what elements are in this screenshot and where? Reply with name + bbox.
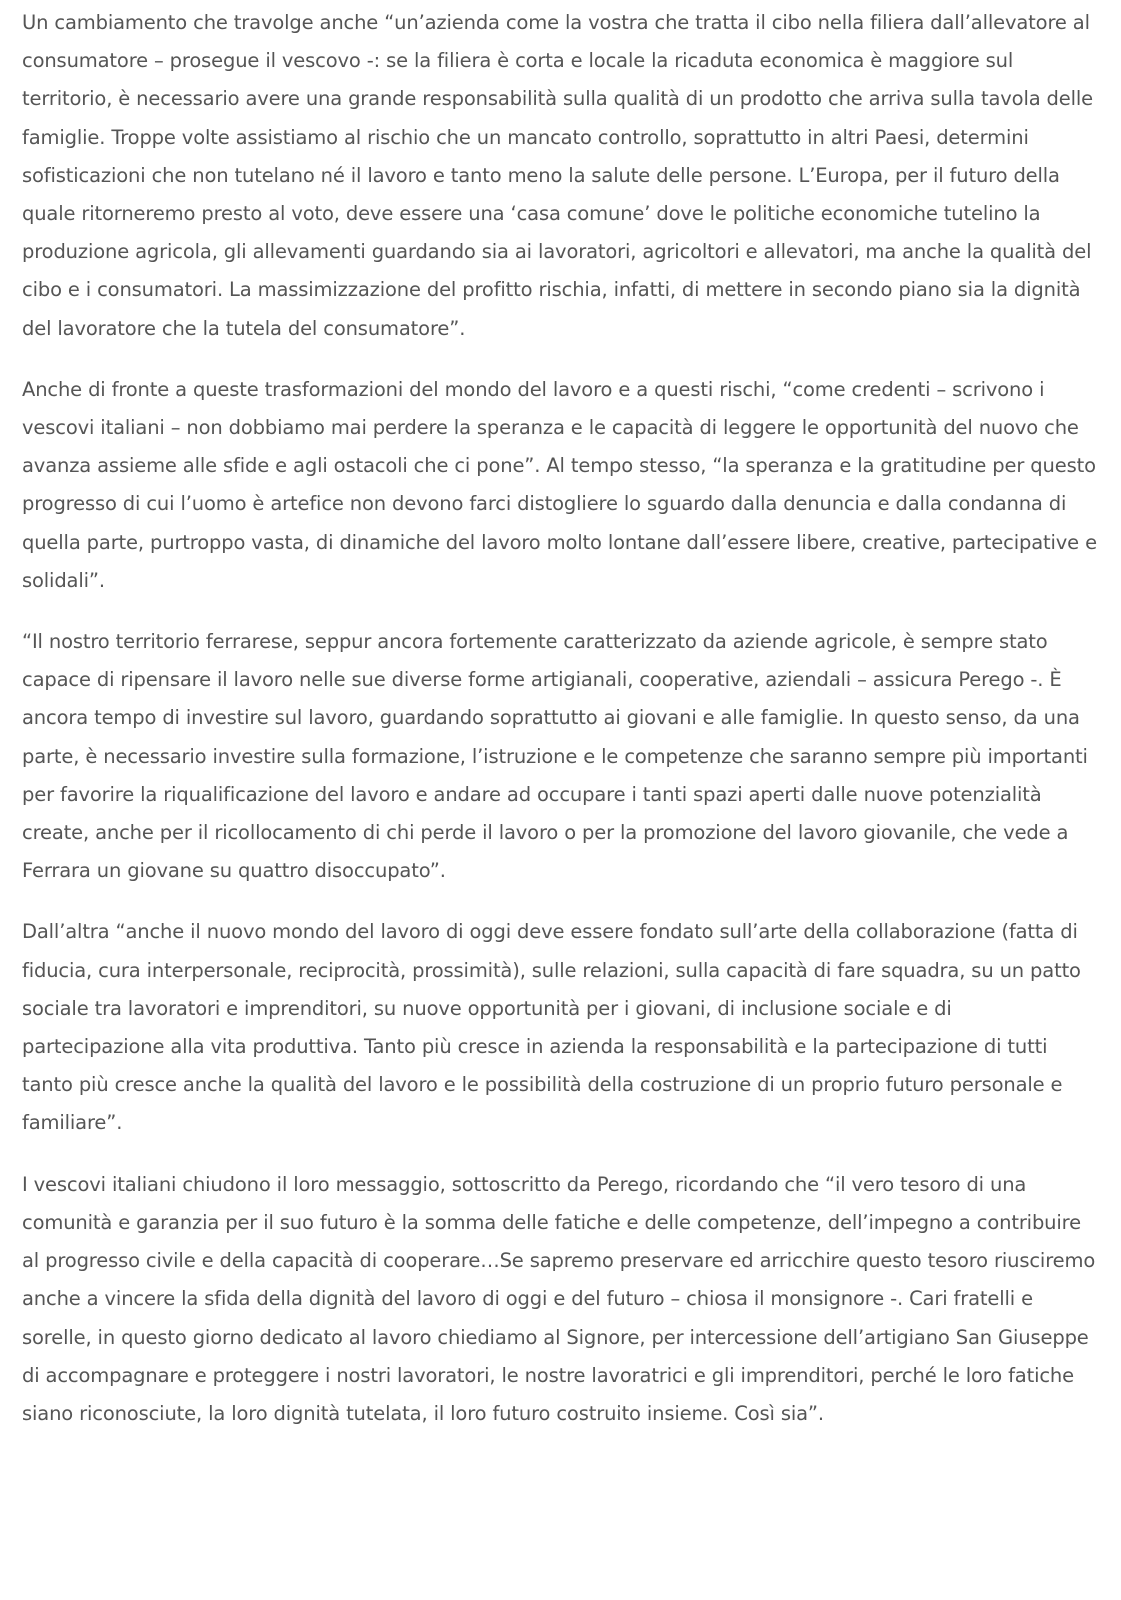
paragraph-3: “Il nostro territorio ferrarese, seppur ancora fortemente caratterizzato da aziende agricole, è sempre stato capace di ripensare il lavoro nelle sue diverse forme artigianali, cooperative, aziendali – assicura Perego -. È ancora tempo di investire sul lavoro, guardando soprattutto ai giovani e alle famiglie. In questo senso, da una parte, è necessario investire sulla formazione, l’istruzione e le competenze che saranno sempre più importanti per favorire la riqualificazione del lavoro e andare ad occupare i tanti spazi aperti dalle nuove potenzialità create, anche per il ricollocamento di chi perde il lavoro o per la promozione del lavoro giovanile, che vede a Ferrara un giovane su quattro disoccupato”.	[22, 630, 1088, 883]
paragraph-5: I vescovi italiani chiudono il loro messaggio, sottoscritto da Perego, ricordando che “il vero tesoro di una comunità e garanzia per il suo futuro è la somma delle fatiche e delle competenze, dell’impegno a contribuire al progresso civile e della capacità di cooperare…Se sapremo preservare ed arricchire questo tesoro riusciremo anche a vincere la sfida della dignità del lavoro di oggi e del futuro – chiosa il monsignore -. Cari fratelli e sorelle, in questo giorno dedicato al lavoro chiediamo al Signore, per intercessione dell’artigiano San Giuseppe di accompagnare e proteggere i nostri lavoratori, le nostre lavoratrici e gli imprenditori, perché le loro fatiche siano riconosciute, la loro dignità tutelata, il loro futuro costruito insieme. Così sia”.	[22, 1172, 1096, 1425]
paragraph-4: Dall’altra “anche il nuovo mondo del lavoro di oggi deve essere fondato sull’arte della collaborazione (fatta di fiducia, cura interpersonale, reciprocità, prossimità), sulle relazioni, sulla capacità di fare squadra, su un patto sociale tra lavoratori e imprenditori, su nuove opportunità per i giovani, di inclusione sociale e di partecipazione alla vita produttiva. Tanto più cresce in azienda la responsabilità e la partecipazione di tutti tanto più cresce anche la qualità del lavoro e le possibilità della costruzione di un proprio futuro personale e familiare”.	[22, 920, 1081, 1135]
paragraph-1: Un cambiamento che travolge anche “un’azienda come la vostra che tratta il cibo nella filiera dall’allevatore al consumatore – prosegue il vescovo -: se la filiera è corta e locale la ricaduta economica è maggiore sul territorio, è necessario avere una grande responsabilità sulla qualità di un prodotto che arriva sulla tavola delle famiglie. Troppe volte assistiamo al rischio che un mancato controllo, soprattutto in altri Paesi, determini sofisticazioni che non tutelano né il lavoro e tanto meno la salute delle persone. L’Europa, per il futuro della quale ritorneremo presto al voto, deve essere una ‘casa comune’ dove le politiche economiche tutelino la produzione agricola, gli allevamenti guardando sia ai lavoratori, agricoltori e allevatori, ma anche la qualità del cibo e i consumatori. La massimizzazione del profitto rischia, infatti, di mettere in secondo piano sia la dignità del lavoratore che la tutela del consumatore”.	[22, 11, 1094, 340]
paragraph-2: Anche di fronte a queste trasformazioni del mondo del lavoro e a questi rischi, “come credenti – scrivono i vescovi italiani – non dobbiamo mai perdere la speranza e le capacità di leggere le opportunità del nuovo che avanza assieme alle sfide e agli ostacoli che ci pone”. Al tempo stesso, “la speranza e la gratitudine per questo progresso di cui l’uomo è artefice non devono farci distogliere lo sguardo dalla denuncia e dalla condanna di quella parte, purtroppo vasta, di dinamiche del lavoro molto lontane dall’essere libere, creative, partecipative e solidali”.	[22, 377, 1097, 592]
